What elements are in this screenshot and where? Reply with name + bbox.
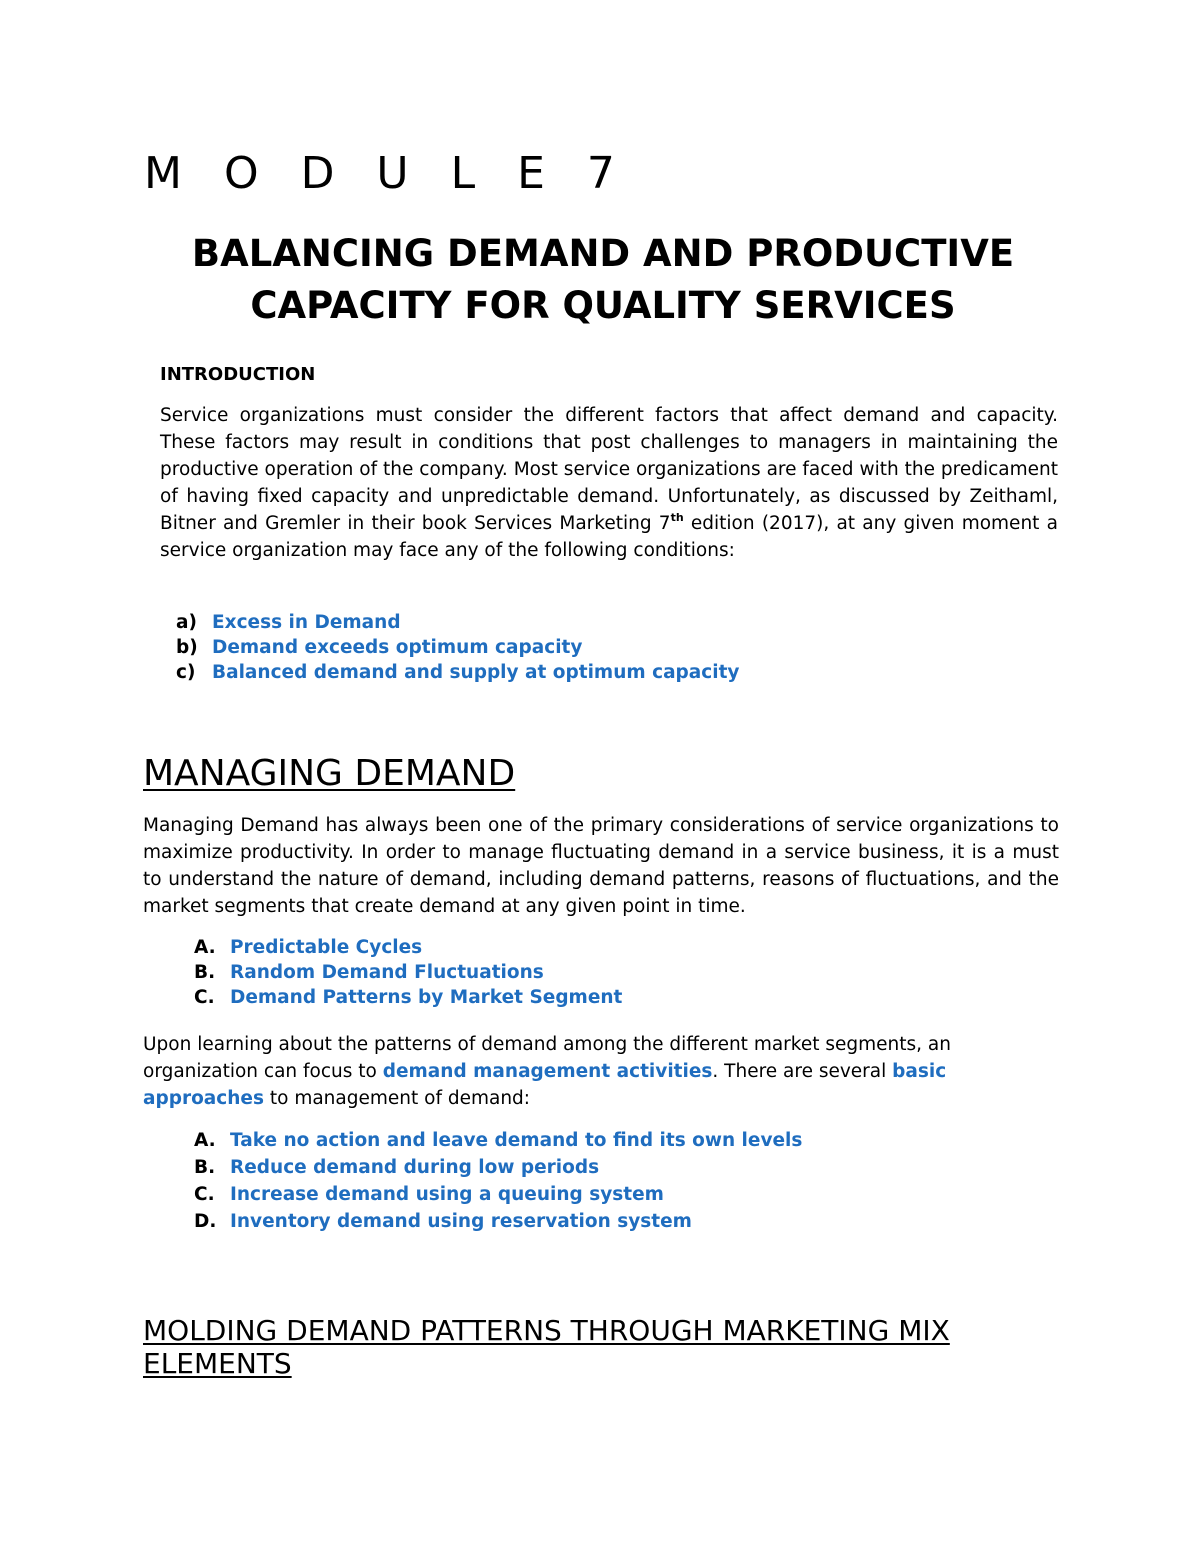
list-item: [176, 635, 740, 660]
managing-demand-paragraph: Managing Demand has always been one of the primary considerations of service organizations to maximize productivity. In order to manage fluctuating demand in a service business, it is a must to understand the nature of demand, including demand patterns, reasons of fluctuations, and the market segments that create demand at any given point in time.: [143, 815, 1059, 917]
approach-label: Increase demand using a queuing system: [230, 1184, 664, 1205]
list-item: [194, 1127, 802, 1154]
list-marker: C.: [194, 987, 215, 1008]
demand-pattern-label: Demand Patterns by Market Segment: [230, 987, 623, 1008]
conditions-list: [176, 610, 740, 685]
main-title: BALANCING DEMAND AND PRODUCTIVE CAPACITY FOR QUALITY SERVICES: [191, 232, 1015, 327]
highlight-demand-management-activities: demand management activities: [382, 1061, 713, 1082]
list-item: [194, 1154, 802, 1181]
demand-pattern-label: Predictable Cycles: [230, 937, 423, 958]
list-item: [176, 610, 740, 635]
list-item: [194, 960, 622, 985]
list-marker: A.: [194, 1130, 216, 1151]
list-item: [194, 935, 622, 960]
approach-label: Reduce demand during low periods: [230, 1157, 600, 1178]
introduction-heading: INTRODUCTION: [160, 364, 316, 385]
list-marker: B.: [194, 962, 216, 983]
approach-label: Inventory demand using reservation system: [230, 1211, 692, 1232]
introduction-text-part2: edition (2017), at any given moment a service organization may face any of the following conditions:: [160, 513, 1058, 561]
list-item: [194, 1181, 802, 1208]
list-marker: a): [176, 612, 197, 633]
approaches-text-part1: Upon learning about the patterns of demand among the different market segments, an organization can focus to: [143, 1034, 951, 1082]
approaches-text-part3: to management of demand:: [263, 1088, 531, 1109]
demand-pattern-label: Random Demand Fluctuations: [230, 962, 544, 983]
approaches-list: [194, 1127, 802, 1235]
introduction-text-part1: Service organizations must consider the different factors that affect demand and capacity. These factors may result in conditions that post challenges to managers in maintaining the productive operation of the company. Most service organizations are faced with the predicament of having fixed capacity and unpredictable demand. Unfortunately, as discussed by Zeithaml, Bitner and Gremler in their book Services Marketing 7: [160, 405, 1058, 534]
condition-label: Demand exceeds optimum capacity: [212, 637, 583, 658]
demand-patterns-list: [194, 935, 622, 1010]
molding-demand-heading: MOLDING DEMAND PATTERNS THROUGH MARKETING MIX ELEMENTS: [143, 1314, 950, 1380]
list-item: [194, 985, 622, 1010]
module-title: M O D U L E 7: [144, 148, 629, 199]
list-marker: b): [176, 637, 198, 658]
approaches-intro-paragraph: [143, 1031, 973, 1112]
list-marker: D.: [194, 1211, 217, 1232]
superscript-th: th: [670, 511, 684, 524]
condition-label: Balanced demand and supply at optimum capacity: [212, 662, 740, 683]
list-marker: c): [176, 662, 196, 683]
highlight-basic-approaches: basic approaches: [143, 1061, 947, 1109]
list-marker: A.: [194, 937, 216, 958]
introduction-paragraph: [160, 402, 1058, 564]
condition-label: Excess in Demand: [212, 612, 401, 633]
list-marker: C.: [194, 1184, 215, 1205]
list-item: [194, 1208, 802, 1235]
approaches-text-part2: . There are several: [712, 1061, 893, 1082]
approach-label: Take no action and leave demand to find its own levels: [230, 1130, 803, 1151]
list-item: [176, 660, 740, 685]
list-marker: B.: [194, 1157, 216, 1178]
managing-demand-heading: MANAGING DEMAND: [143, 753, 516, 794]
